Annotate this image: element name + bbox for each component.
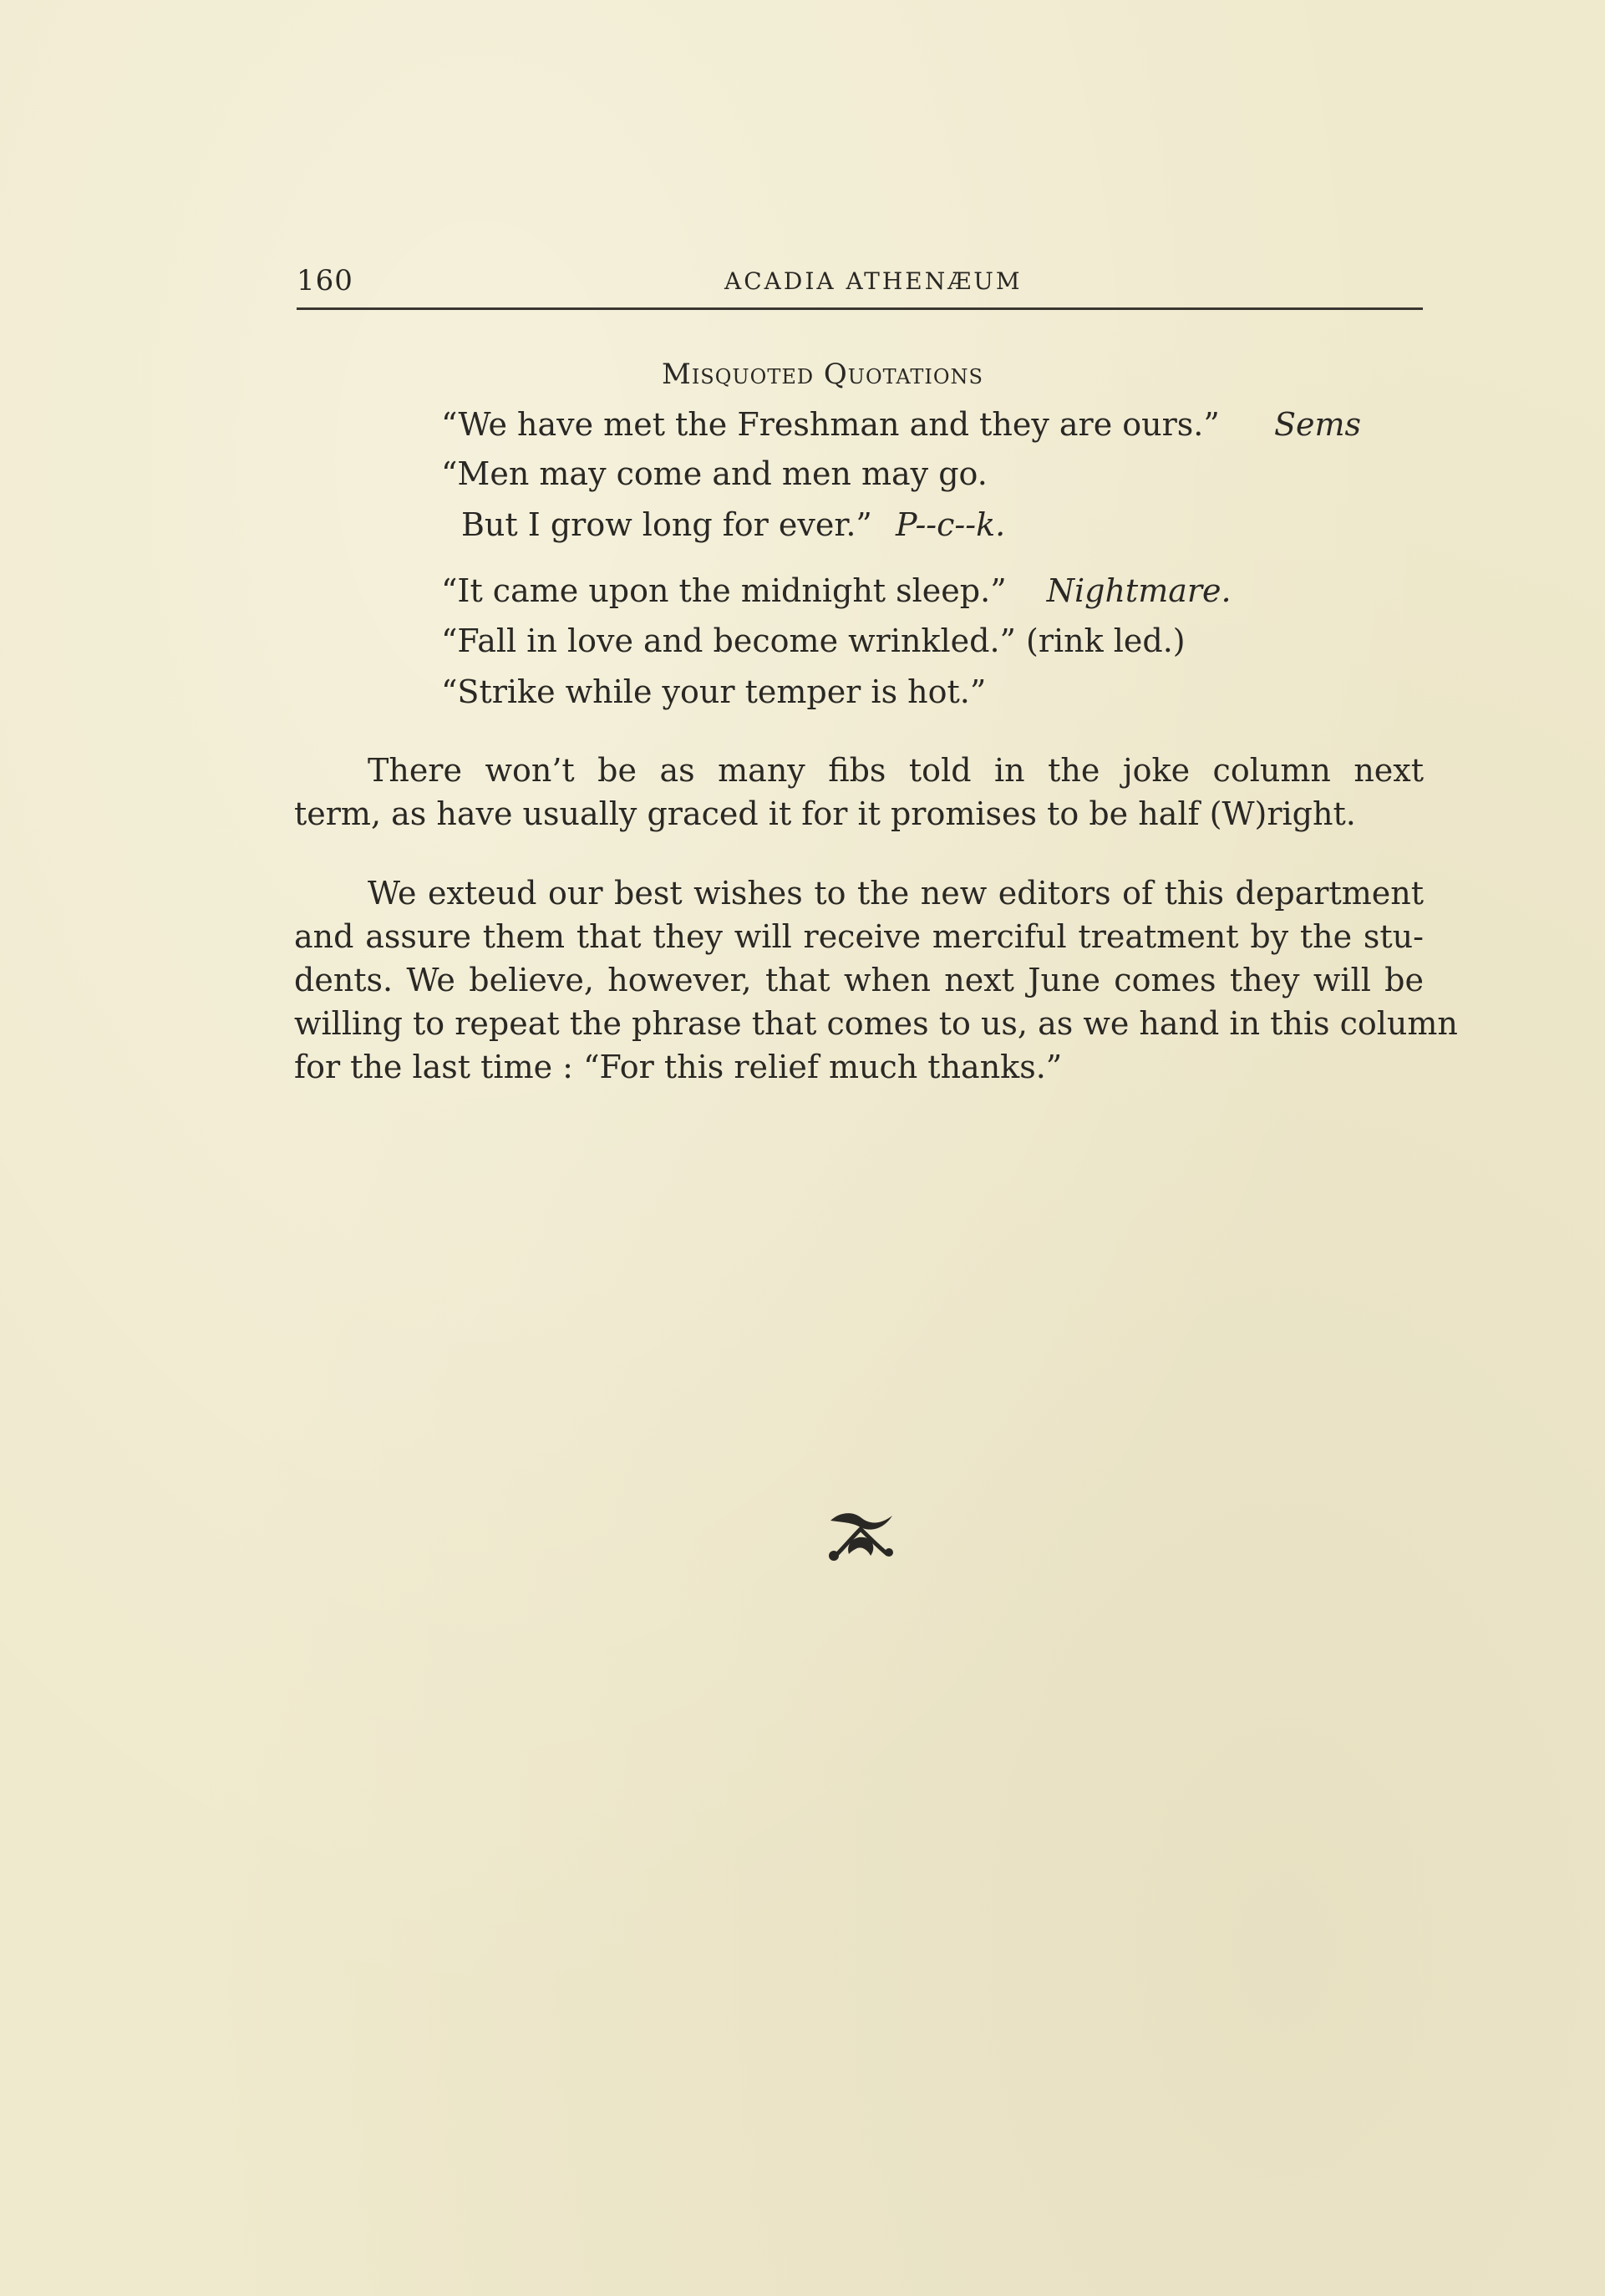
paragraph-line: There won’t be as many fibs told in the joke column next xyxy=(368,752,1424,789)
quote-line xyxy=(441,571,1232,611)
quote-attribution: Sems xyxy=(1274,406,1362,443)
fleuron-ornament-icon xyxy=(824,1504,899,1562)
quote-text: “We have met the Freshman and they are ours.” xyxy=(441,406,1220,443)
paragraph xyxy=(294,749,1424,836)
quote-line xyxy=(441,454,988,494)
quote-text: “It came upon the midnight sleep.” xyxy=(441,572,1007,609)
quote-line xyxy=(441,672,986,712)
quote-attribution: P--c--k. xyxy=(895,506,1006,543)
quote-text: “Strike while your temper is hot.” xyxy=(441,673,987,710)
paragraph-line: dents. We believe, however, that when next June comes they will be xyxy=(294,962,1424,998)
quote-text: “Men may come and men may go. xyxy=(441,455,988,492)
page-header xyxy=(297,261,1423,310)
section-title: Misquoted Quotations xyxy=(662,358,983,391)
quote-text: But I grow long for ever.” xyxy=(461,506,872,543)
paragraph xyxy=(294,871,1458,1089)
quote-text: “Fall in love and become wrinkled.” (rink led.) xyxy=(441,622,1186,659)
paragraph-line: and assure them that they will receive merciful treatment by the stu- xyxy=(294,918,1424,955)
paragraph-line: for the last time : “For this relief much thanks.” xyxy=(294,1049,1063,1085)
running-head: ACADIA ATHENÆUM xyxy=(724,267,1023,295)
quote-attribution: Nightmare. xyxy=(1046,572,1232,609)
page-number: 160 xyxy=(297,264,353,297)
quote-line xyxy=(441,404,1362,444)
quote-line xyxy=(441,621,1186,661)
paragraph-line: term, as have usually graced it for it promises to be half (W)right. xyxy=(294,795,1356,832)
quote-line xyxy=(461,505,1005,545)
paragraph-line: willing to repeat the phrase that comes to us, as we hand in this column xyxy=(294,1005,1458,1042)
paragraph-line: We exteud our best wishes to the new editors of this department xyxy=(368,875,1424,912)
